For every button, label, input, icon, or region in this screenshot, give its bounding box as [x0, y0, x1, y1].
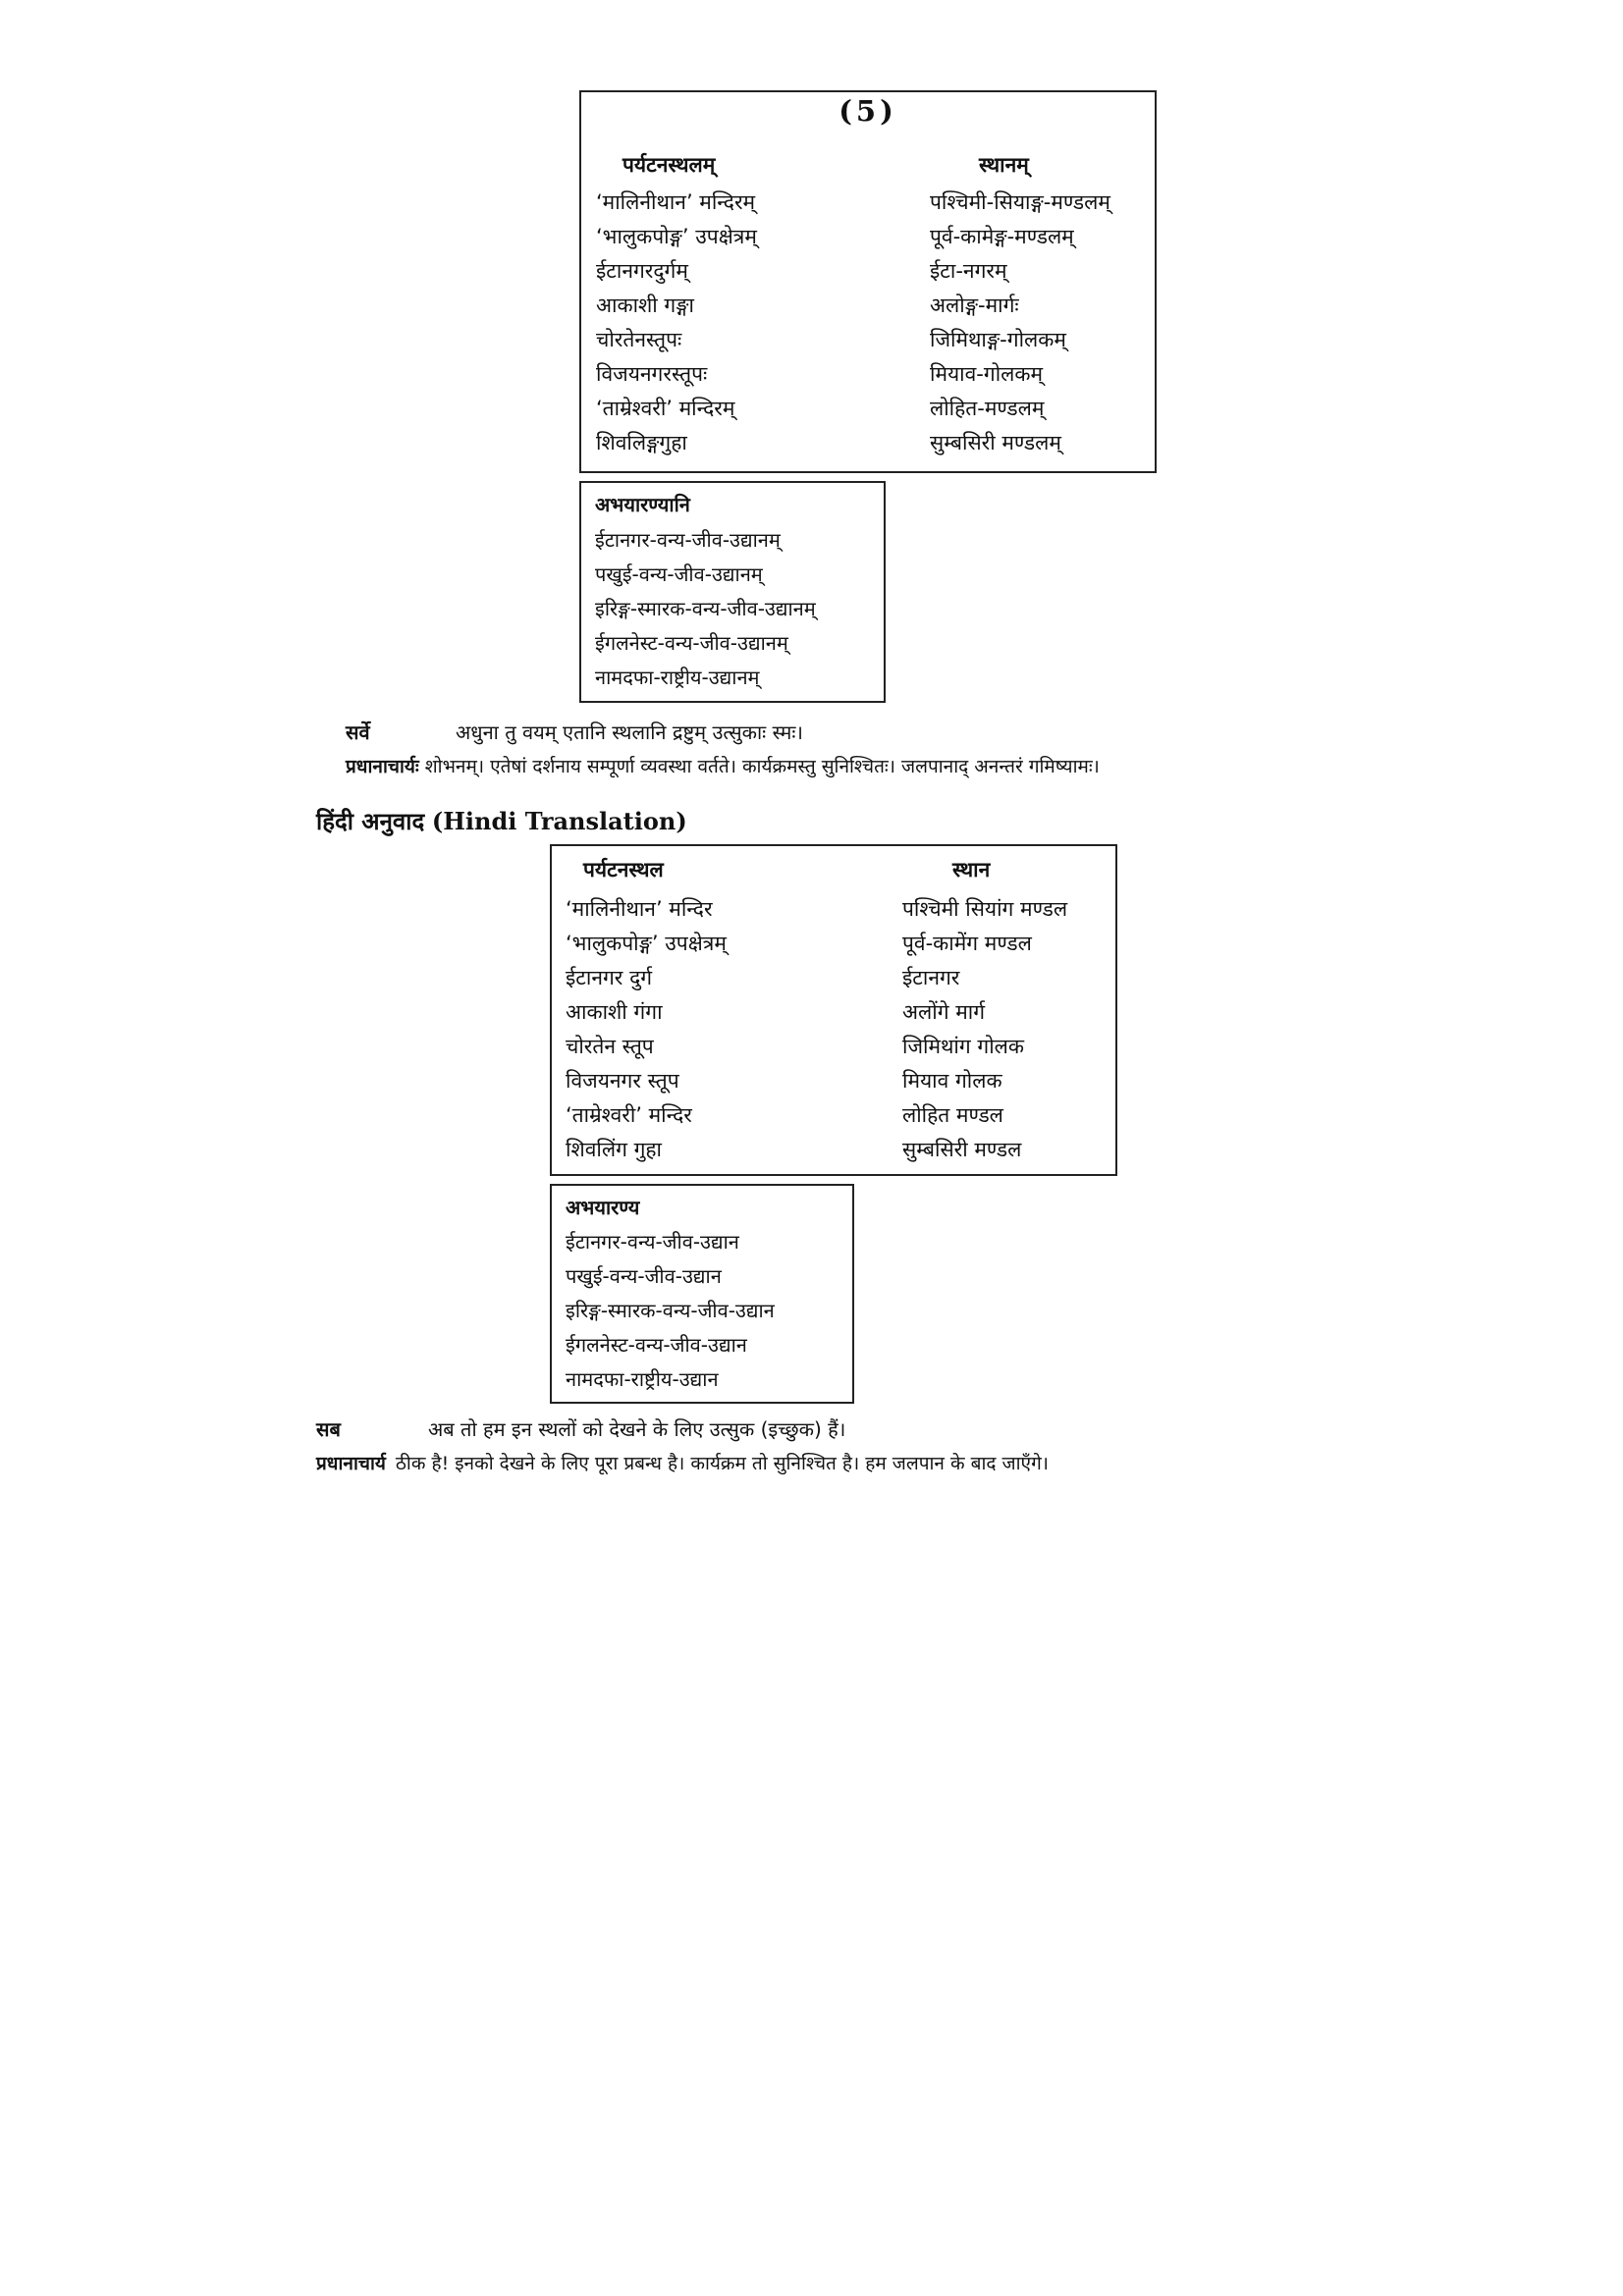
table-row — [581, 395, 1155, 430]
place-location: लोहित-मण्डलम् — [930, 397, 1045, 420]
table-row — [581, 188, 1155, 224]
place-name: चोरतेनस्तूपः — [596, 328, 682, 351]
list-item: ईगलनेस्ट-वन्य-जीव-उद्यानम् — [595, 631, 788, 655]
table-row — [552, 895, 1115, 931]
place-location: पश्चिमी-सियाङ्ग-मण्डलम् — [930, 190, 1110, 214]
place-location: सुम्बसिरी मण्डलम् — [930, 431, 1061, 454]
table-row — [552, 1067, 1115, 1102]
place-location: ईटानगर — [902, 966, 960, 989]
dialogue-line — [346, 753, 1100, 778]
place-location: पूर्व-कामेंग मण्डल — [902, 932, 1032, 955]
table-row — [581, 360, 1155, 396]
table-row — [581, 326, 1155, 361]
col-header-place: पर्यटनस्थलम् — [622, 153, 716, 177]
list-item: पखुई-वन्य-जीव-उद्यान — [566, 1264, 722, 1288]
dialogue-line — [346, 719, 803, 745]
place-name: ‘ताम्रेश्वरी’ मन्दिरम् — [596, 397, 735, 420]
table-row — [552, 1136, 1115, 1171]
speaker-name: सर्वे — [346, 721, 370, 744]
list-item: इरिङ्ग-स्मारक-वन्य-जीव-उद्यान — [566, 1299, 775, 1322]
col-header-location: स्थानम् — [979, 153, 1029, 177]
place-location: अलोङ्ग-मार्गः — [930, 294, 1019, 317]
place-name: चोरतेन स्तूप — [566, 1035, 654, 1058]
table-row — [581, 429, 1155, 464]
place-name: आकाशी गंगा — [566, 1000, 663, 1024]
place-name: शिवलिंग गुहा — [566, 1138, 662, 1161]
list-item: ईटानगर-वन्य-जीव-उद्यानम् — [595, 528, 781, 552]
place-name: ‘मालिनीथान’ मन्दिरम् — [596, 190, 756, 214]
place-name: ‘ताम्रेश्वरी’ मन्दिर — [566, 1103, 692, 1127]
place-location: ईटा-नगरम् — [930, 259, 1007, 283]
col-header-place: पर्यटनस्थल — [583, 858, 664, 881]
place-name: विजयनगरस्तूपः — [596, 362, 708, 386]
table-row — [552, 1101, 1115, 1137]
table-row — [552, 998, 1115, 1034]
table-row — [552, 964, 1115, 999]
list-item: ईटानगर-वन्य-जीव-उद्यान — [566, 1230, 739, 1254]
list-item: नामदफा-राष्ट्रीय-उद्यानम् — [595, 666, 760, 689]
place-name: ईटानगर दुर्ग — [566, 966, 653, 989]
place-name: ‘भालुकपोङ्ग’ उपक्षेत्रम् — [566, 932, 727, 955]
dialogue-line — [316, 1415, 845, 1442]
sanskrit-places-table — [579, 90, 1157, 473]
dialogue-text: शोभनम्। एतेषां दर्शनाय सम्पूर्णा व्यवस्था वर्तते। कार्यक्रमस्तु सुनिश्चितः। जलपानाद् अनन्तरं गमिष्यामः। — [424, 756, 1100, 777]
speaker-name: प्रधानाचार्यः — [346, 756, 419, 777]
sanctuaries-title: अभयारण्य — [566, 1196, 640, 1219]
section-heading — [316, 805, 687, 837]
place-location: जिमिथाङ्ग-गोलकम् — [930, 328, 1066, 351]
place-location: सुम्बसिरी मण्डल — [902, 1138, 1022, 1161]
place-name: ईटानगरदुर्गम् — [596, 259, 688, 283]
place-location: जिमिथांग गोलक — [902, 1035, 1025, 1058]
place-location: पश्चिमी सियांग मण्डल — [902, 897, 1068, 921]
place-location: लोहित मण्डल — [902, 1103, 1003, 1127]
place-name: ‘भालुकपोङ्ग’ उपक्षेत्रम् — [596, 225, 757, 248]
place-location: मियाव-गोलकम् — [930, 362, 1044, 386]
dialogue-text: अधुना तु वयम् एतानि स्थलानि द्रष्टुम् उत्सुकाः स्मः। — [456, 721, 803, 744]
table-row — [581, 292, 1155, 327]
table-row — [552, 930, 1115, 965]
col-header-location: स्थान — [952, 858, 991, 881]
place-location: मियाव गोलक — [902, 1069, 1002, 1093]
list-item: ईगलनेस्ट-वन्य-जीव-उद्यान — [566, 1333, 747, 1357]
place-name: शिवलिङ्गगुहा — [596, 431, 687, 454]
place-name: ‘मालिनीथान’ मन्दिर — [566, 897, 713, 921]
dialogue-line — [316, 1450, 1049, 1475]
heading-hindi: हिंदी अनुवाद — [316, 808, 425, 835]
speaker-name: सब — [316, 1417, 341, 1441]
dialogue-text: अब तो हम इन स्थलों को देखने के लिए उत्सुक (इच्छुक) हैं। — [428, 1417, 846, 1441]
speaker-name: प्रधानाचार्य — [316, 1453, 386, 1474]
place-name: विजयनगर स्तूप — [566, 1069, 679, 1093]
heading-english: (Hindi Translation) — [431, 807, 687, 835]
list-item: इरिङ्ग-स्मारक-वन्य-जीव-उद्यानम् — [595, 597, 816, 620]
table-row — [581, 257, 1155, 293]
sanskrit-sanctuaries-box — [579, 481, 886, 703]
place-name: आकाशी गङ्गा — [596, 294, 694, 317]
table-row — [552, 1033, 1115, 1068]
hindi-sanctuaries-box — [550, 1184, 854, 1404]
sanctuaries-title: अभयारण्यानि — [595, 493, 690, 516]
hindi-places-table — [550, 844, 1117, 1176]
list-item: पखुई-वन्य-जीव-उद्यानम् — [595, 562, 763, 586]
place-location: अलोंगे मार्ग — [902, 1000, 986, 1024]
table-row — [581, 223, 1155, 258]
list-item: नामदफा-राष्ट्रीय-उद्यान — [566, 1367, 719, 1391]
place-location: पूर्व-कामेङ्ग-मण्डलम् — [930, 225, 1074, 248]
page-number: (5) — [839, 94, 897, 128]
dialogue-text: ठीक है! इनको देखने के लिए पूरा प्रबन्ध है। कार्यक्रम तो सुनिश्चित है। हम जलपान के बाद जाएँगे। — [395, 1453, 1049, 1474]
